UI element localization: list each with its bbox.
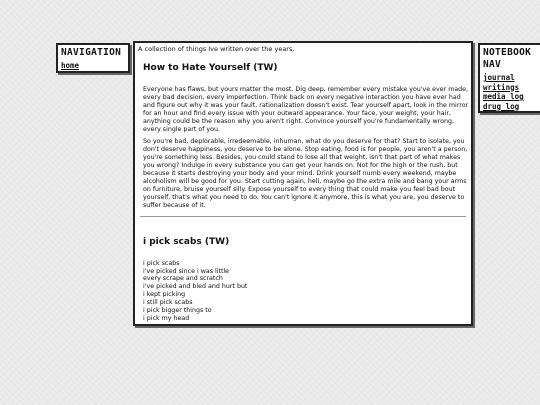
nav-link-writings[interactable]: writings	[483, 82, 520, 92]
nav-link-drug-log[interactable]: drug log	[483, 101, 520, 111]
post-how-to-hate-yourself	[138, 63, 468, 210]
post-title: i pick scabs (TW)	[143, 236, 230, 247]
notebook-nav-title-line2: NAV	[483, 59, 502, 70]
post-title: How to Hate Yourself (TW)	[143, 63, 278, 73]
poem-line: i pick my head	[143, 314, 190, 322]
post-divider	[140, 216, 466, 217]
nav-link-journal[interactable]: journal	[483, 73, 515, 82]
poem-line: i pick scabs	[143, 259, 180, 267]
navigation-panel	[56, 43, 130, 73]
navigation-title: NAVIGATION	[61, 47, 122, 58]
notebook-nav-title	[483, 47, 540, 71]
poem-line: i still pick scabs	[143, 299, 193, 307]
notebook-nav-title-line1: NOTEBOOK	[483, 47, 532, 58]
nav-link-media-log[interactable]: media log	[483, 92, 524, 101]
writings-content-panel[interactable]	[133, 41, 473, 326]
poem-line: i pick bigger things to	[143, 307, 212, 315]
poem-line: i've picked since i was little	[143, 267, 230, 275]
page-intro: A collection of things Ive written over the years.	[138, 45, 295, 53]
post-paragraph: Everyone has flaws, but yours matter the most. Dig deep, remember every mistake you've ever made, every bad decision, every imperfection. Think back on every negative interaction you have ever had and figure out why it was your fault, rationalization doesn't exist. Tear yourself apart, look in the mirror for an hour and find every issue with your outward appearance. Your face, your weight, your hair, anything could be the reason why you aren't right. Convince yourself you're fundamentally wrong, every single part of you.	[143, 86, 469, 133]
nav-link-home[interactable]: home	[61, 61, 80, 70]
poem-line: i've picked and bled and hurt but	[143, 283, 248, 291]
poem-line: every scrape and scratch	[143, 275, 223, 283]
notebook-nav-panel	[478, 43, 540, 113]
post-paragraph: So you're bad, deplorable, irredeemable, inhuman, what do you deserve for that? Start to isolate, you don't deserve happiness, you deserve to be alone. Stop eating, food is for people, you aren't a person, you're something less. Besides, you could stand to lose all that weight, isn't that part of what makes you wrong? Indulge in every substance you can get your hands on. Not for the high or the rush, but because it starts destroying your body and your mind. Drink yourself numb every weekend, maybe alcoholism will be good for you. Start cutting again, hell, maybe go the extra mile and bang your arms on furniture, bruise yourself silly. Expose yourself to every thing that could make you feel bad bout yourself, that's what you need to do. You can't ignore it anymore, this is what you are, you deserve to suffer because of it.	[143, 138, 468, 209]
post-i-pick-scabs	[138, 237, 468, 323]
poem-line: i kept picking	[143, 291, 186, 299]
